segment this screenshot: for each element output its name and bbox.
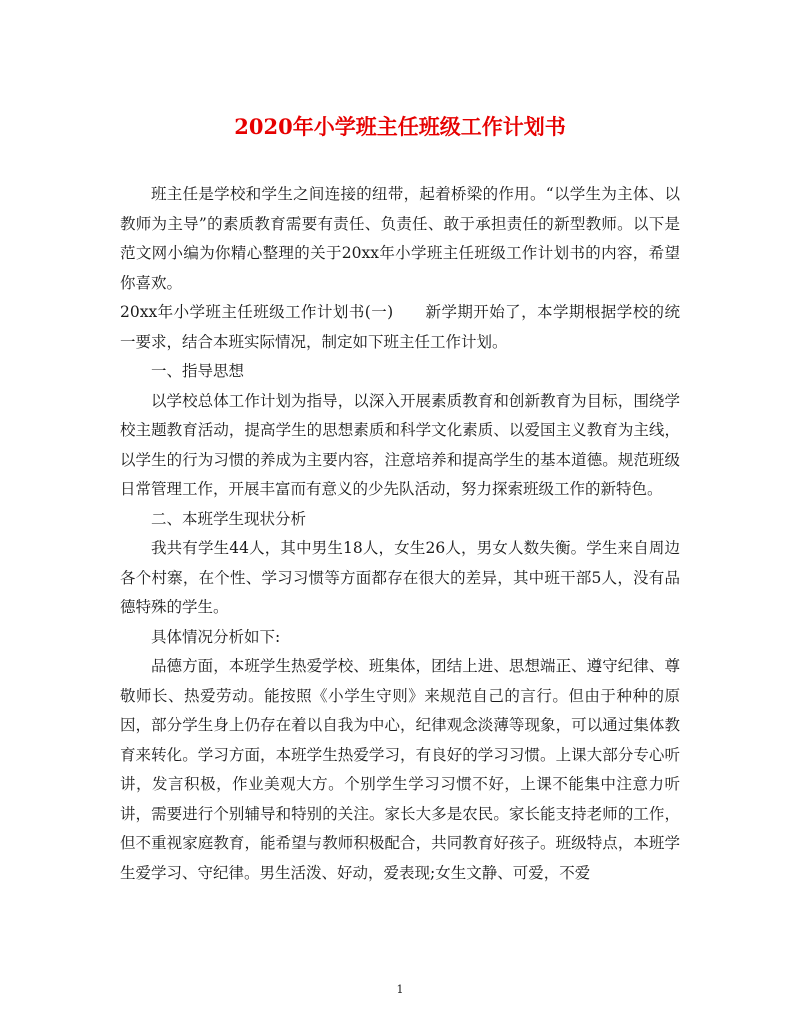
intro-paragraph: 班主任是学校和学生之间连接的纽带，起着桥梁的作用。“以学生为主体、以教师为主导”的素质教育需要有责任、负责任、敢于承担责任的新型教师。以下是范文网小编为你精心整理的关于20xx年小学班主任班级工作计划书的内容，希望你喜欢。 — [120, 185, 680, 292]
document-body — [120, 180, 680, 888]
plan-opening-paragraph: 20xx年小学班主任班级工作计划书(一) 新学期开始了，本学期根据学校的统一要求，结合本班实际情况，制定如下班主任工作计划。 — [120, 303, 680, 351]
section-heading-student-analysis: 二、本班学生现状分析 — [151, 509, 307, 528]
guiding-thought-paragraph: 以学校总体工作计划为指导，以深入开展素质教育和创新教育为目标，围绕学校主题教育活动，提高学生的思想素质和科学文化素质、以爱国主义教育为主线，以学生的行为习惯的养成为主要内容，注意培养和提高学生的基本道德。规范班级日常管理工作，开展丰富而有意义的少先队活动，努力探索班级工作的新特色。 — [120, 391, 680, 498]
document-title: 2020年小学班主任班级工作计划书 — [234, 114, 566, 139]
section-heading-guiding-thought: 一、指导思想 — [151, 362, 245, 380]
page-number: 1 — [396, 983, 404, 996]
analysis-intro-paragraph: 具体情况分析如下: — [151, 627, 281, 646]
detailed-analysis-paragraph: 品德方面，本班学生热爱学校、班集体，团结上进、思想端正、遵守纪律、尊敬师长、热爱劳动。能按照《小学生守则》来规范自己的言行。但由于种种的原因，部分学生身上仍存在着以自我为中心，纪律观念淡薄等现象，可以通过集体教育来转化。学习方面，本班学生热爱学习，有良好的学习习惯。上课大部分专心听讲，发言积极，作业美观大方。个别学生学习习惯不好，上课不能集中注意力听讲，需要进行个别辅导和特别的关注。家长大多是农民。家长能支持老师的工作，但不重视家庭教育，能希望与教师积极配合，共同教育好孩子。班级特点，本班学生爱学习、守纪律。男生活泼、好动，爱表现;女生文静、可爱，不爱 — [120, 657, 680, 882]
student-count-paragraph: 我共有学生44人，其中男生18人，女生26人，男女人数失衡。学生来自周边各个村寨，在个性、学习习惯等方面都存在很大的差异，其中班干部5人，没有品德特殊的学生。 — [120, 539, 680, 616]
